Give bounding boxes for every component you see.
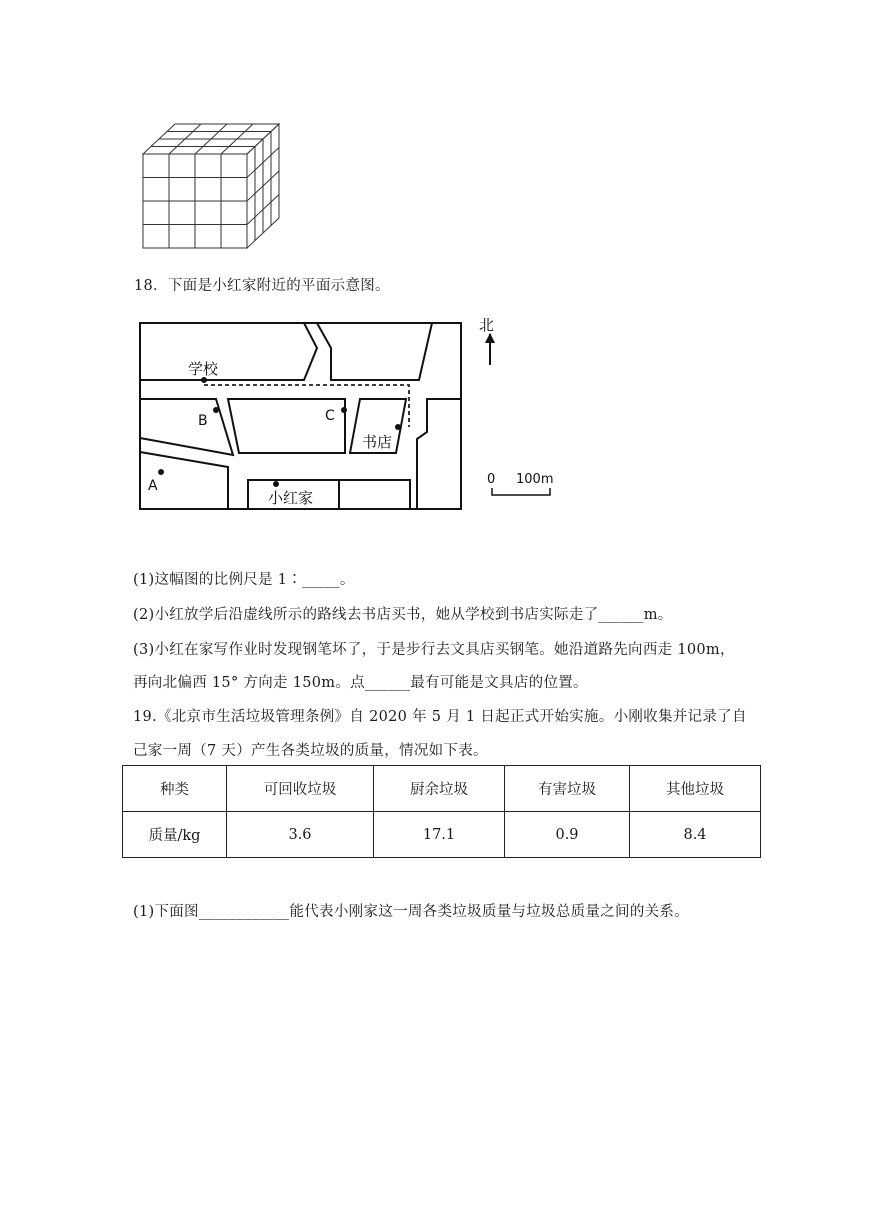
scale-bar bbox=[492, 488, 550, 495]
table-cell: 0.9 bbox=[505, 812, 630, 858]
table-cell: 3.6 bbox=[227, 812, 374, 858]
table-cell: 种类 bbox=[123, 766, 227, 812]
table-cell: 厨余垃圾 bbox=[374, 766, 505, 812]
bookstore-label: 书店 bbox=[362, 433, 393, 451]
scale-length-label: 100m bbox=[516, 472, 554, 487]
cube-figure bbox=[136, 118, 286, 254]
point-c-label: C bbox=[325, 408, 335, 424]
table-cell: 有害垃圾 bbox=[505, 766, 630, 812]
q18-sub3-line2: 再向北偏西 15° 方向走 150m。点______最有可能是文具店的位置。 bbox=[133, 675, 588, 691]
school-label: 学校 bbox=[188, 360, 219, 378]
north-arrow-icon bbox=[485, 333, 495, 365]
q18-sub1: (1)这幅图的比例尺是 1∶_____。 bbox=[133, 572, 355, 588]
point-b-label: B bbox=[198, 413, 208, 429]
q19-line1: 19.《北京市生活垃圾管理条例》自 2020 年 5 月 1 日起正式开始实施。小刚收集并记录了自 bbox=[133, 709, 747, 725]
table-cell: 可回收垃圾 bbox=[227, 766, 374, 812]
point-a-label: A bbox=[148, 478, 158, 494]
home-label: 小红家 bbox=[268, 489, 314, 507]
q19-line2: 己家一周（7 天）产生各类垃圾的质量，情况如下表。 bbox=[133, 743, 488, 759]
q18-sub3-line1: (3)小红在家写作业时发现钢笔坏了，于是步行去文具店买钢笔。她沿道路先向西走 100m， bbox=[133, 642, 735, 658]
q19-sub1: (1)下面图____________能代表小刚家这一周各类垃圾质量与垃圾总质量之间的关系。 bbox=[133, 904, 690, 920]
north-label: 北 bbox=[479, 316, 495, 334]
table-cell: 其他垃圾 bbox=[630, 766, 761, 812]
table-row bbox=[123, 812, 761, 858]
table-header-row bbox=[123, 766, 761, 812]
table-cell: 17.1 bbox=[374, 812, 505, 858]
table-cell: 质量/kg bbox=[123, 812, 227, 858]
table-cell: 8.4 bbox=[630, 812, 761, 858]
q18-sub2: (2)小红放学后沿虚线所示的路线去书店买书，她从学校到书店实际走了______m。 bbox=[133, 607, 673, 623]
trash-table bbox=[122, 765, 761, 858]
scale-zero-label: 0 bbox=[487, 472, 496, 487]
q18-title: 18．下面是小红家附近的平面示意图。 bbox=[134, 278, 390, 294]
neighborhood-map bbox=[130, 310, 570, 515]
